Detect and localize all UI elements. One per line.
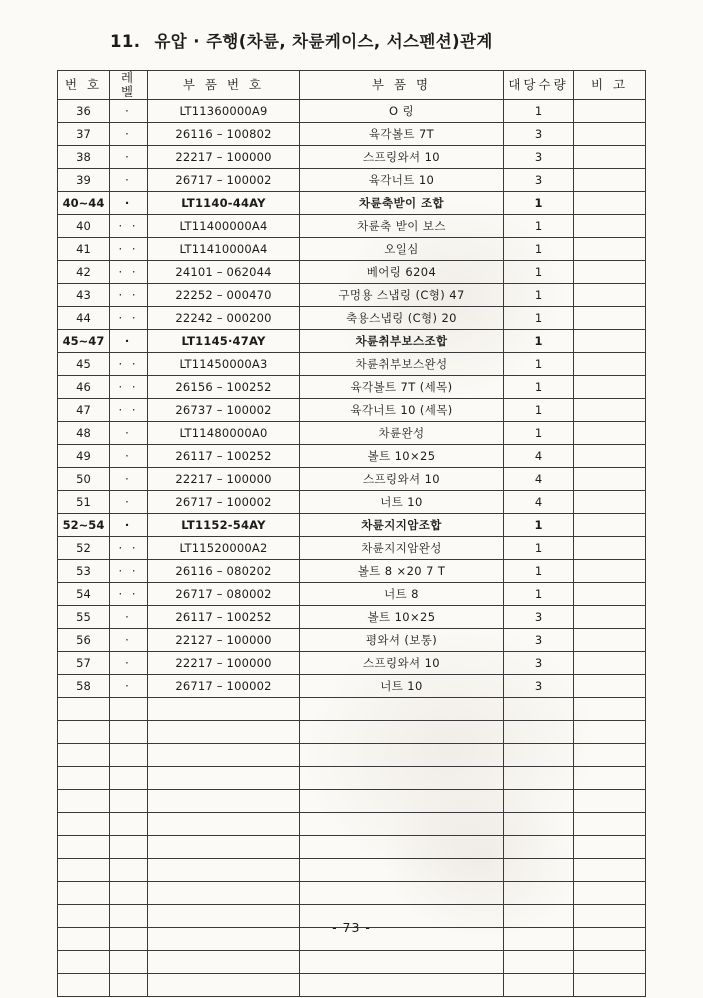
- parts-table: [57, 70, 646, 997]
- cell-empty: [504, 744, 574, 767]
- cell-part-number: LT11410000A4: [148, 238, 300, 261]
- cell-empty: [58, 836, 110, 859]
- cell-number: 46: [58, 376, 110, 399]
- cell-number: 45: [58, 353, 110, 376]
- cell-number: 45~47: [58, 330, 110, 353]
- cell-part-name: 오일심: [300, 238, 504, 261]
- cell-empty: [504, 790, 574, 813]
- cell-quantity: 3: [504, 606, 574, 629]
- cell-quantity: 1: [504, 330, 574, 353]
- table-row: [58, 353, 646, 376]
- cell-remark: [574, 445, 646, 468]
- table-row-empty: [58, 721, 646, 744]
- table-row: [58, 238, 646, 261]
- table-row: [58, 284, 646, 307]
- column-header-level: 레 벨: [110, 71, 148, 100]
- table-row-empty: [58, 767, 646, 790]
- cell-empty: [110, 744, 148, 767]
- cell-empty: [148, 882, 300, 905]
- cell-part-number: 26116 – 100802: [148, 123, 300, 146]
- cell-quantity: 3: [504, 169, 574, 192]
- cell-empty: [504, 813, 574, 836]
- cell-part-number: 22217 – 100000: [148, 652, 300, 675]
- cell-quantity: 1: [504, 514, 574, 537]
- table-row: [58, 399, 646, 422]
- cell-remark: [574, 560, 646, 583]
- table-row: [58, 491, 646, 514]
- table-row-empty: [58, 882, 646, 905]
- cell-level: · ·: [110, 376, 148, 399]
- cell-remark: [574, 353, 646, 376]
- table-row: [58, 261, 646, 284]
- cell-part-number: LT11400000A4: [148, 215, 300, 238]
- cell-number: 38: [58, 146, 110, 169]
- cell-number: 54: [58, 583, 110, 606]
- cell-empty: [148, 813, 300, 836]
- cell-number: 37: [58, 123, 110, 146]
- table-row: [58, 376, 646, 399]
- cell-part-number: 24101 – 062044: [148, 261, 300, 284]
- table-row: [58, 629, 646, 652]
- cell-part-name: 평와셔 (보통): [300, 629, 504, 652]
- cell-number: 36: [58, 100, 110, 123]
- cell-part-number: LT11520000A2: [148, 537, 300, 560]
- cell-empty: [300, 836, 504, 859]
- cell-quantity: 1: [504, 353, 574, 376]
- cell-empty: [300, 859, 504, 882]
- cell-empty: [148, 744, 300, 767]
- cell-level: ·: [110, 146, 148, 169]
- cell-remark: [574, 675, 646, 698]
- cell-empty: [148, 836, 300, 859]
- cell-quantity: 1: [504, 238, 574, 261]
- table-header-row: [58, 71, 646, 100]
- cell-remark: [574, 169, 646, 192]
- cell-empty: [110, 721, 148, 744]
- cell-level: · ·: [110, 560, 148, 583]
- cell-remark: [574, 215, 646, 238]
- cell-empty: [110, 951, 148, 974]
- cell-level: · ·: [110, 399, 148, 422]
- table-row: [58, 583, 646, 606]
- cell-part-name: 육각너트 10: [300, 169, 504, 192]
- cell-number: 44: [58, 307, 110, 330]
- cell-empty: [110, 882, 148, 905]
- cell-empty: [574, 859, 646, 882]
- table-row: [58, 560, 646, 583]
- table-row-empty: [58, 836, 646, 859]
- cell-quantity: 3: [504, 652, 574, 675]
- cell-remark: [574, 606, 646, 629]
- cell-part-name: 차륜지지암조합: [300, 514, 504, 537]
- table-row: [58, 537, 646, 560]
- cell-number: 47: [58, 399, 110, 422]
- cell-empty: [58, 767, 110, 790]
- cell-level: ·: [110, 123, 148, 146]
- cell-remark: [574, 146, 646, 169]
- cell-number: 51: [58, 491, 110, 514]
- page-title: [110, 28, 493, 52]
- cell-level: ·: [110, 675, 148, 698]
- column-header-part-name: 부 품 명: [300, 71, 504, 100]
- cell-quantity: 1: [504, 376, 574, 399]
- table-row: [58, 100, 646, 123]
- cell-level: · ·: [110, 353, 148, 376]
- cell-remark: [574, 376, 646, 399]
- cell-empty: [574, 744, 646, 767]
- cell-number: 43: [58, 284, 110, 307]
- cell-remark: [574, 238, 646, 261]
- cell-level: ·: [110, 468, 148, 491]
- cell-empty: [574, 836, 646, 859]
- cell-quantity: 4: [504, 468, 574, 491]
- table-row-empty: [58, 790, 646, 813]
- cell-part-number: 26156 – 100252: [148, 376, 300, 399]
- cell-level: ·: [110, 192, 148, 215]
- cell-empty: [300, 721, 504, 744]
- cell-quantity: 1: [504, 215, 574, 238]
- cell-quantity: 1: [504, 560, 574, 583]
- cell-part-name: 베어링 6204: [300, 261, 504, 284]
- cell-quantity: 3: [504, 675, 574, 698]
- cell-part-name: 차륜지지암완성: [300, 537, 504, 560]
- cell-quantity: 3: [504, 123, 574, 146]
- table-row: [58, 307, 646, 330]
- table-row: [58, 652, 646, 675]
- cell-quantity: 1: [504, 307, 574, 330]
- column-header-number: 번 호: [58, 71, 110, 100]
- table-row: [58, 330, 646, 353]
- cell-level: · ·: [110, 238, 148, 261]
- cell-number: 42: [58, 261, 110, 284]
- cell-number: 52~54: [58, 514, 110, 537]
- cell-empty: [300, 813, 504, 836]
- cell-empty: [504, 882, 574, 905]
- cell-empty: [148, 698, 300, 721]
- table-row: [58, 192, 646, 215]
- cell-empty: [504, 836, 574, 859]
- cell-quantity: 4: [504, 491, 574, 514]
- table-row: [58, 422, 646, 445]
- cell-empty: [574, 790, 646, 813]
- cell-empty: [148, 721, 300, 744]
- cell-part-number: 26737 – 100002: [148, 399, 300, 422]
- cell-quantity: 1: [504, 192, 574, 215]
- cell-empty: [58, 951, 110, 974]
- column-header-remark: 비 고: [574, 71, 646, 100]
- cell-level: ·: [110, 169, 148, 192]
- cell-remark: [574, 537, 646, 560]
- cell-part-name: 육각너트 10 (세목): [300, 399, 504, 422]
- cell-part-name: 차륜축 받이 보스: [300, 215, 504, 238]
- cell-empty: [574, 882, 646, 905]
- cell-quantity: 1: [504, 583, 574, 606]
- cell-part-name: 육각볼트 7T: [300, 123, 504, 146]
- cell-quantity: 1: [504, 261, 574, 284]
- table-row-empty: [58, 974, 646, 997]
- cell-part-number: 22127 – 100000: [148, 629, 300, 652]
- cell-remark: [574, 652, 646, 675]
- cell-empty: [504, 951, 574, 974]
- cell-number: 56: [58, 629, 110, 652]
- cell-part-name: 너트 10: [300, 675, 504, 698]
- cell-level: · ·: [110, 583, 148, 606]
- table-row-empty: [58, 698, 646, 721]
- cell-number: 40: [58, 215, 110, 238]
- cell-empty: [58, 813, 110, 836]
- cell-remark: [574, 307, 646, 330]
- table-row: [58, 468, 646, 491]
- table-row: [58, 606, 646, 629]
- cell-level: ·: [110, 100, 148, 123]
- cell-part-name: 육각볼트 7T (세목): [300, 376, 504, 399]
- table-row: [58, 675, 646, 698]
- cell-level: · ·: [110, 284, 148, 307]
- cell-remark: [574, 330, 646, 353]
- cell-empty: [58, 698, 110, 721]
- cell-empty: [300, 882, 504, 905]
- cell-remark: [574, 284, 646, 307]
- cell-part-number: 26717 – 100002: [148, 169, 300, 192]
- cell-empty: [58, 974, 110, 997]
- cell-number: 40~44: [58, 192, 110, 215]
- cell-part-name: 차륜완성: [300, 422, 504, 445]
- cell-part-name: 볼트 10×25: [300, 445, 504, 468]
- cell-number: 48: [58, 422, 110, 445]
- cell-empty: [58, 721, 110, 744]
- cell-remark: [574, 629, 646, 652]
- cell-empty: [504, 859, 574, 882]
- cell-empty: [58, 882, 110, 905]
- cell-part-name: 스프링와셔 10: [300, 146, 504, 169]
- cell-level: ·: [110, 629, 148, 652]
- cell-empty: [574, 721, 646, 744]
- cell-empty: [574, 813, 646, 836]
- cell-empty: [148, 790, 300, 813]
- cell-empty: [110, 974, 148, 997]
- page-footer: - 73 -: [332, 920, 371, 935]
- cell-part-name: 볼트 10×25: [300, 606, 504, 629]
- cell-empty: [300, 790, 504, 813]
- cell-part-number: LT1152-54AY: [148, 514, 300, 537]
- cell-part-number: 22217 – 100000: [148, 468, 300, 491]
- cell-empty: [574, 974, 646, 997]
- cell-part-number: 26717 – 100002: [148, 675, 300, 698]
- cell-empty: [300, 767, 504, 790]
- cell-number: 39: [58, 169, 110, 192]
- cell-quantity: 3: [504, 629, 574, 652]
- table-body: [58, 100, 646, 997]
- cell-empty: [148, 859, 300, 882]
- cell-number: 57: [58, 652, 110, 675]
- cell-empty: [504, 698, 574, 721]
- cell-part-number: 22217 – 100000: [148, 146, 300, 169]
- cell-level: ·: [110, 514, 148, 537]
- cell-empty: [148, 951, 300, 974]
- cell-part-number: 26717 – 100002: [148, 491, 300, 514]
- cell-quantity: 1: [504, 422, 574, 445]
- cell-level: ·: [110, 330, 148, 353]
- cell-empty: [148, 767, 300, 790]
- cell-part-name: 차륜축받이 조합: [300, 192, 504, 215]
- table-header: [58, 71, 646, 100]
- table-row: [58, 445, 646, 468]
- cell-part-name: 스프링와셔 10: [300, 468, 504, 491]
- parts-table-wrapper: [57, 70, 645, 997]
- table-row: [58, 146, 646, 169]
- cell-part-number: LT1145·47AY: [148, 330, 300, 353]
- table-row-empty: [58, 859, 646, 882]
- cell-level: ·: [110, 445, 148, 468]
- cell-empty: [574, 767, 646, 790]
- cell-part-name: O 링: [300, 100, 504, 123]
- cell-empty: [504, 974, 574, 997]
- cell-part-name: 구멍용 스냅링 (C형) 47: [300, 284, 504, 307]
- cell-part-name: 볼트 8 ×20 7 T: [300, 560, 504, 583]
- cell-remark: [574, 399, 646, 422]
- cell-remark: [574, 192, 646, 215]
- cell-remark: [574, 100, 646, 123]
- cell-part-name: 축용스냅링 (C형) 20: [300, 307, 504, 330]
- table-row: [58, 123, 646, 146]
- table-row-empty: [58, 813, 646, 836]
- cell-empty: [148, 974, 300, 997]
- table-row: [58, 514, 646, 537]
- cell-empty: [110, 836, 148, 859]
- table-row: [58, 215, 646, 238]
- cell-level: ·: [110, 652, 148, 675]
- table-row-empty: [58, 744, 646, 767]
- cell-part-name: 차륜취부보스완성: [300, 353, 504, 376]
- cell-part-number: 26717 – 080002: [148, 583, 300, 606]
- cell-empty: [58, 859, 110, 882]
- cell-level: ·: [110, 491, 148, 514]
- column-header-quantity: 대당수량: [504, 71, 574, 100]
- cell-empty: [574, 698, 646, 721]
- cell-level: ·: [110, 606, 148, 629]
- cell-remark: [574, 491, 646, 514]
- cell-number: 50: [58, 468, 110, 491]
- cell-part-name: 스프링와셔 10: [300, 652, 504, 675]
- cell-quantity: 3: [504, 146, 574, 169]
- cell-part-number: LT11360000A9: [148, 100, 300, 123]
- cell-empty: [300, 744, 504, 767]
- cell-quantity: 1: [504, 284, 574, 307]
- cell-empty: [300, 698, 504, 721]
- cell-part-number: LT11480000A0: [148, 422, 300, 445]
- cell-part-number: 26117 – 100252: [148, 606, 300, 629]
- cell-number: 49: [58, 445, 110, 468]
- cell-remark: [574, 261, 646, 284]
- cell-remark: [574, 583, 646, 606]
- cell-remark: [574, 514, 646, 537]
- cell-part-name: 너트 8: [300, 583, 504, 606]
- cell-quantity: 1: [504, 100, 574, 123]
- cell-level: ·: [110, 422, 148, 445]
- cell-number: 52: [58, 537, 110, 560]
- cell-quantity: 4: [504, 445, 574, 468]
- cell-part-number: 26117 – 100252: [148, 445, 300, 468]
- table-row-empty: [58, 951, 646, 974]
- cell-number: 53: [58, 560, 110, 583]
- cell-empty: [504, 721, 574, 744]
- cell-remark: [574, 422, 646, 445]
- cell-part-name: 너트 10: [300, 491, 504, 514]
- cell-part-number: 22252 – 000470: [148, 284, 300, 307]
- cell-remark: [574, 468, 646, 491]
- cell-empty: [110, 698, 148, 721]
- cell-quantity: 1: [504, 537, 574, 560]
- cell-empty: [504, 767, 574, 790]
- cell-empty: [574, 951, 646, 974]
- cell-level: · ·: [110, 261, 148, 284]
- cell-empty: [110, 859, 148, 882]
- cell-empty: [58, 790, 110, 813]
- cell-level: · ·: [110, 307, 148, 330]
- cell-empty: [300, 974, 504, 997]
- cell-quantity: 1: [504, 399, 574, 422]
- cell-number: 58: [58, 675, 110, 698]
- cell-number: 41: [58, 238, 110, 261]
- cell-empty: [110, 767, 148, 790]
- section-number: 11.: [110, 32, 141, 51]
- cell-part-number: LT11450000A3: [148, 353, 300, 376]
- cell-part-number: 26116 – 080202: [148, 560, 300, 583]
- cell-level: · ·: [110, 215, 148, 238]
- column-header-part-number: 부 품 번 호: [148, 71, 300, 100]
- section-title-text: 유압 · 주행(차륜, 차륜케이스, 서스펜션)관계: [154, 32, 493, 51]
- cell-number: 55: [58, 606, 110, 629]
- table-row: [58, 169, 646, 192]
- cell-part-number: 22242 – 000200: [148, 307, 300, 330]
- cell-empty: [300, 951, 504, 974]
- cell-empty: [58, 744, 110, 767]
- cell-part-name: 차륜취부보스조합: [300, 330, 504, 353]
- cell-remark: [574, 123, 646, 146]
- cell-level: · ·: [110, 537, 148, 560]
- cell-empty: [110, 790, 148, 813]
- cell-part-number: LT1140-44AY: [148, 192, 300, 215]
- cell-empty: [110, 813, 148, 836]
